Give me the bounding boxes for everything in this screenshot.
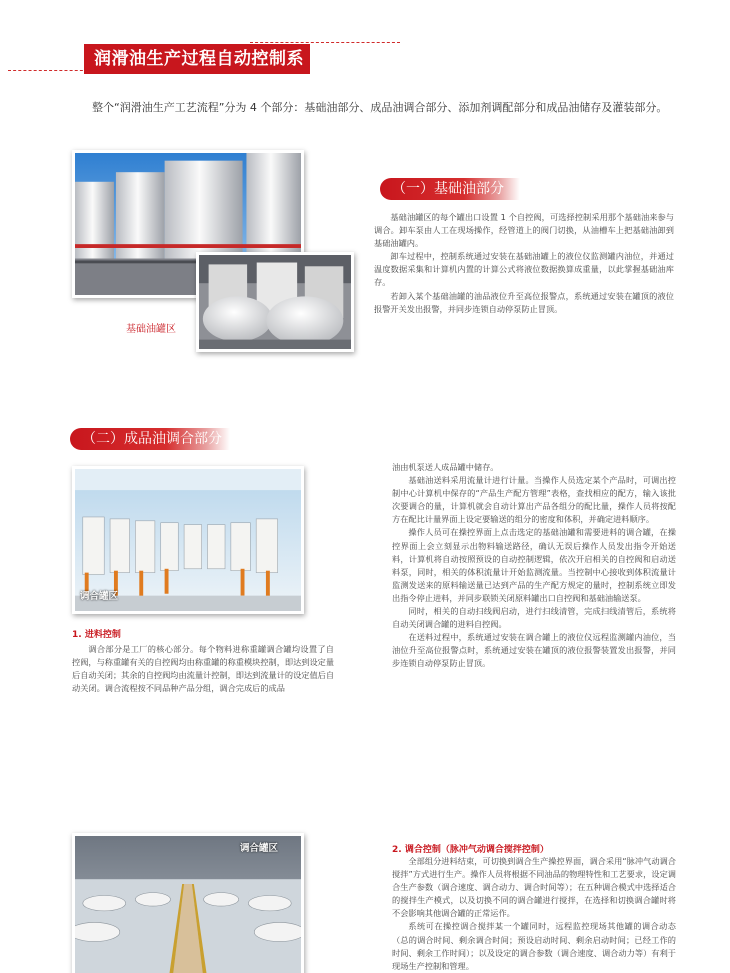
section2-right-column bbox=[392, 461, 676, 671]
paragraph: 调合部分是工厂的核心部分。每个物料进称重罐调合罐均设置了自控阀，与称重罐有关的自控阀均由称重罐的称重模块控制，即达到设定量后自动关闭；其余的自控阀均由流量计控制，即达到流量计的设定值后自动关闭。调合流程按不同品种产品分组，调合完成后的成品 bbox=[72, 644, 335, 694]
paragraph: 基础油送料采用流量计进行计量。当操作人员选定某个产品时，可调出控制中心计算机中保存的“产品生产配方管理”表格，查找相应的配方，输入该批次要调合的量，计算机就会自动计算出产品各组分的配比量，操作人员将按配方在配比计量界面上设定要输送的组分的密度和体积，并确定进料顺序。 bbox=[392, 475, 676, 525]
photo-label-blending-2: 调合罐区 bbox=[240, 843, 279, 854]
header-rule-top bbox=[250, 42, 400, 43]
paragraph: 系统可在操控调合搅拌某一个罐同时，远程监控现场其他罐的调合动态（总的调合时间、剩余调合时间；预设启动时间、剩余启动时间；已经工作的时间、剩余工作时间）；以及设定的调合参数（调合速度、调合动力等）有利于现场生产控制和管理。 bbox=[392, 921, 676, 971]
photo-base-oil-tanks-small bbox=[196, 252, 354, 352]
page-title: 润滑油生产过程自动控制系统 bbox=[84, 44, 310, 74]
photo-blending-tank-floor bbox=[72, 833, 304, 973]
paragraph: 油由机泵送人成品罐中储存。 bbox=[392, 462, 499, 472]
section-heading-blending: （二）成品油调合部分 bbox=[70, 428, 230, 450]
sub2-body bbox=[392, 855, 676, 973]
paragraph: 同时，相关的自动扫线阀启动，进行扫线清管，完成扫线清管后，系统将自动关闭调合罐的进料自控阀。 bbox=[392, 606, 676, 630]
intro-text: 整个“润滑油生产工艺流程”分为 4 个部分：基础油部分、成品油调合部分、添加剂调配部分和成品油储存及灌装部分。 bbox=[92, 101, 668, 114]
subheading-feed-control: 1. 进料控制 bbox=[72, 630, 121, 640]
paragraph: 操作人员可在操控界面上点击选定的基础油罐和需要进料的调合罐，在操控界面上会立刻显示出物料输送路径，确认无误后操作人员发出指令开始送料，计算机将自动按照预设的自动控制逻辑，依次开启相关的自控阀和启动送料泵，同时，相关的体积流量计开始监测流量。当控制中心接收到体积流量计监测发送来的原料输送量已达到产品的生产配方规定的量时，控制系统立即发出指令停止进料，并同步联锁关闭原料罐出口自控阀和基础油输送泵。 bbox=[392, 527, 676, 603]
paragraph: 基础油罐区的每个罐出口设置 1 个自控阀，可选择控制采用那个基础油来参与调合。卸车泵由人工在现场操作，经管道上的阀门切换，从油槽车上把基础油卸到基础油罐内。 bbox=[374, 212, 674, 249]
paragraph: 全部组分进料结束，可切换到调合生产操控界面，调合采用“脉冲气动调合搅拌”方式进行生产。操作人员将根据不同油品的物理特性和工艺要求，设定调合生产参数（调合速度、调合动力、调合时间等）；在五种调合模式中选择适合的搅拌生产模式，以及切换不同的调合罐进行搅拌，在选择和切换调合罐时将不会影响其他调合罐的正常运作。 bbox=[392, 856, 676, 919]
section-heading-base-oil: （一）基础油部分 bbox=[380, 178, 520, 200]
subheading-blend-control: 2. 调合控制（脉冲气动调合搅拌控制） bbox=[392, 845, 549, 855]
photo-label-blending-1: 调合罐区 bbox=[80, 591, 119, 602]
photo-caption-base-oil: 基础油罐区 bbox=[126, 324, 176, 335]
section1-body bbox=[374, 211, 674, 316]
paragraph: 若卸入某个基础油罐的油品液位升至高位报警点，系统通过安装在罐顶的液位报警开关发出报警，并同步连锁自动停泵防止冒顶。 bbox=[374, 290, 674, 314]
paragraph: 在送料过程中，系统通过安装在调合罐上的液位仪远程监测罐内油位，当油位升至高位报警点时，系统通过安装在罐顶的液位报警装置发出报警，并同步连锁自动停泵防止冒顶。 bbox=[392, 632, 676, 669]
paragraph: 卸车过程中，控制系统通过安装在基础油罐上的液位仪监测罐内油位，并通过温度数据采集和计算机内置的计算公式将液位数据换算成重量，以此掌握基础油库存。 bbox=[374, 251, 674, 288]
sub1-body bbox=[72, 643, 334, 695]
header-rule-left bbox=[8, 70, 88, 71]
